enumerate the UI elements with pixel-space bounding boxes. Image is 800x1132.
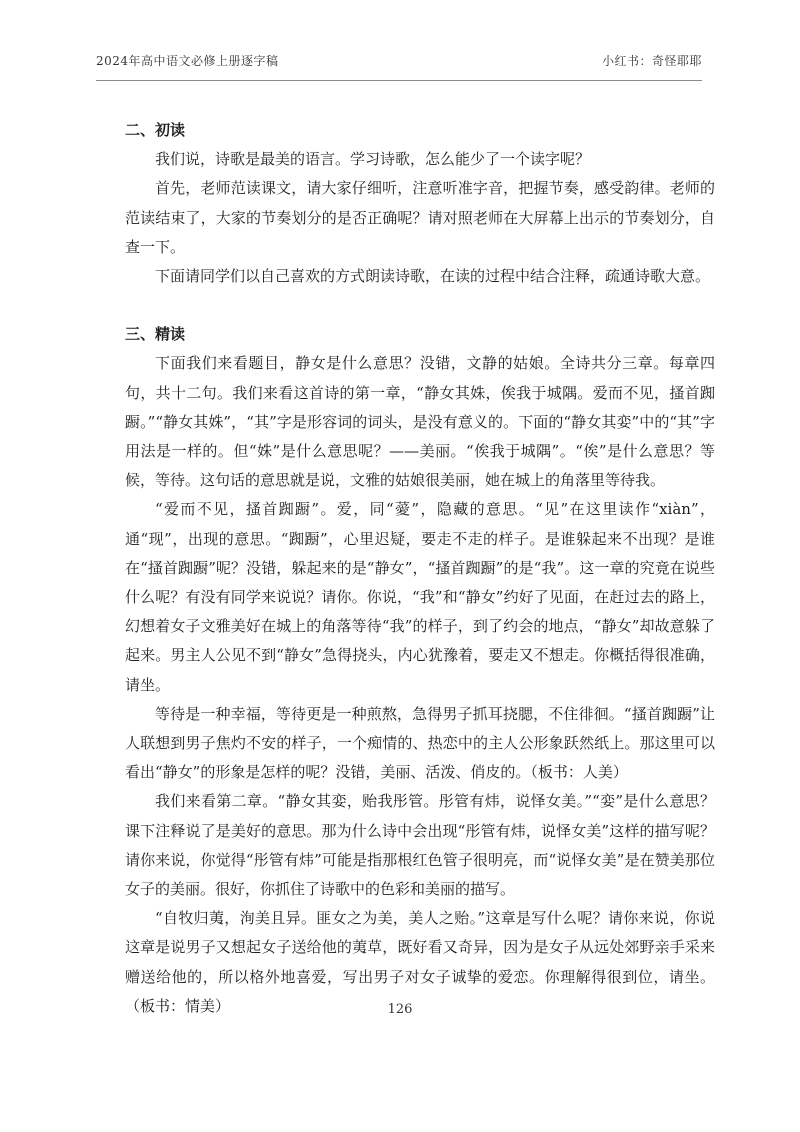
- paragraph: 下面我们来看题目，静女是什么意思？没错，文静的姑娘。全诗共分三章。每章四句，共十二句。我们来看这首诗的第一章，“静女其姝，俟我于城隅。爱而不见，搔首踟蹰。”“静女其姝”，“其”字是形容词的词头，是没有意义的。下面的“静女其娈”中的“其”字用法是一样的。但“姝”是什么意思呢？——美丽。“俟我于城隅”。“俟”是什么意思？等候，等待。这句话的意思就是说，文雅的姑娘很美丽，她在城上的角落里等待我。: [125, 354, 715, 490]
- section-first-reading: [125, 116, 715, 291]
- paragraph: 等待是一种幸福，等待更是一种煎熬，急得男子抓耳挠腮，不住徘徊。“搔首踟蹰”让人联想到男子焦灼不安的样子，一个痴情的、热恋中的主人公形象跃然纸上。那这里可以看出“静女”的形象是怎样的呢？没错，美丽、活泼、俏皮的。（板书：人美）: [125, 704, 715, 782]
- header-author-credit: 小红书：奇怪耶耶: [601, 54, 702, 68]
- paragraph: “自牧归荑，洵美且异。匪女之为美，美人之贻。”这章是写什么呢？请你来说，你说这章是说男子又想起女子送给他的荑草，既好看又奇异，因为是女子从远处郊野亲手采来赠送给他的，所以格外地喜爱，写出男子对女子诚挚的爱恋。你理解得很到位，请坐。（板书：情美）: [125, 909, 715, 1015]
- page-header: [96, 52, 702, 82]
- section-spacer: [125, 291, 715, 320]
- paragraph: 我们来看第二章。“静女其娈，贻我彤管。彤管有炜，说怿女美。”“娈”是什么意思？课下注释说了是美好的意思。那为什么诗中会出现“彤管有炜，说怿女美”这样的描写呢？请你来说，你觉得“彤管有炜”可能是指那根红色管子很明亮，而“说怿女美”是在赞美那位女子的美丽。很好，你抓住了诗歌中的色彩和美丽的描写。: [125, 792, 715, 899]
- header-divider: [96, 80, 702, 81]
- section-heading: 三、精读: [125, 325, 186, 344]
- paragraph: “爱而不见，搔首踟蹰”。爱，同“薆”，隐藏的意思。“见”在这里读作“xiàn”，通“现”，出现的意思。“踟蹰”，心里迟疑，要走不走的样子。是谁躲起来不出现？是谁在“搔首踟蹰”呢？没错，躲起来的是“静女”，“搔首踟蹰”的是“我”。这一章的究竟在说些什么呢？有没有同学来说说？请你。你说，“我”和“静女”约好了见面，在赶过去的路上，幻想着女子文雅美好在城上的角落等待“我”的样子，到了约会的地点，“静女”却故意躲了起来。男主人公见不到“静女”急得挠头，内心犹豫着，要走又不想走。你概括得很准确，请坐。: [125, 500, 715, 694]
- header-document-title: 2024年高中语文必修上册逐字稿: [96, 54, 279, 68]
- main-content: [125, 116, 715, 1021]
- paragraph: 我们说，诗歌是最美的语言。学习诗歌，怎么能少了一个读字呢？: [155, 150, 591, 169]
- paragraph: 下面请同学们以自己喜欢的方式朗读诗歌，在读的过程中结合注释，疏通诗歌大意。: [155, 267, 711, 286]
- section-close-reading: [125, 320, 715, 1021]
- page-number: 126: [387, 1002, 413, 1017]
- paragraph: 首先，老师范读课文，请大家仔细听，注意听准字音，把握节奏，感受韵律。老师的范读结束了，大家的节奏划分的是否正确呢？请对照老师在大屏幕上出示的节奏划分，自查一下。: [125, 179, 715, 256]
- section-heading: 二、初读: [125, 121, 186, 139]
